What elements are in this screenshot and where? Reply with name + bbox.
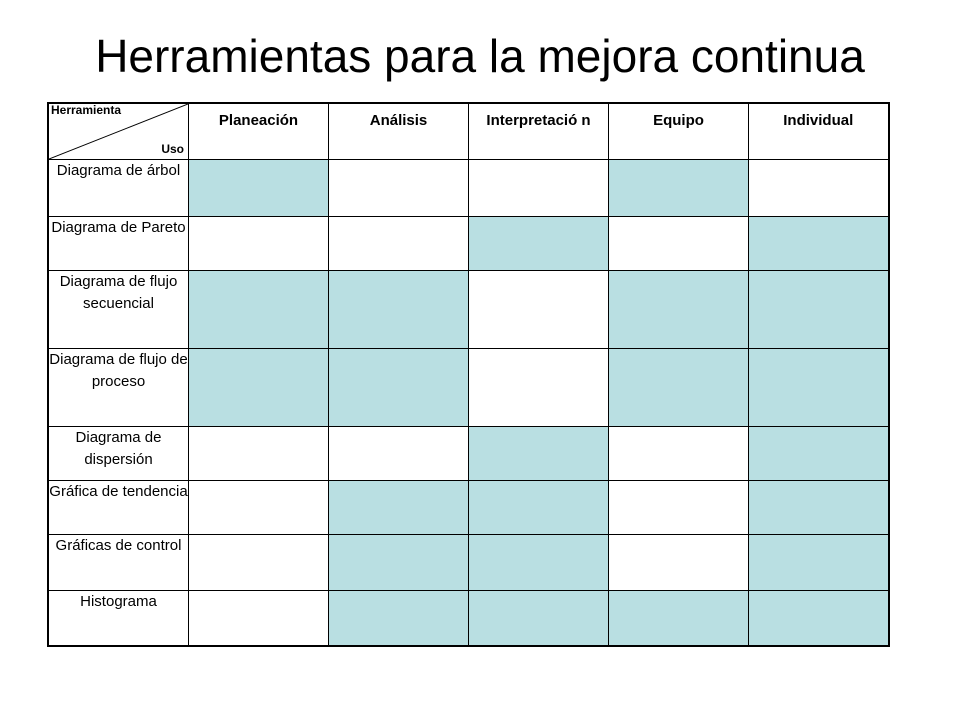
corner-label-use: Uso — [161, 142, 184, 156]
row-label: Diagrama de dispersión — [48, 427, 189, 481]
empty-cell — [469, 160, 609, 217]
marked-cell — [749, 349, 889, 427]
table-row — [48, 591, 889, 646]
row-label: Diagrama de flujo de proceso — [48, 349, 189, 427]
column-header-equipo: Equipo — [609, 103, 749, 160]
empty-cell — [609, 217, 749, 271]
empty-cell — [749, 160, 889, 217]
marked-cell — [749, 591, 889, 646]
empty-cell — [609, 427, 749, 481]
row-label: Histograma — [48, 591, 189, 646]
marked-cell — [749, 217, 889, 271]
empty-cell — [609, 481, 749, 535]
marked-cell — [609, 160, 749, 217]
marked-cell — [189, 160, 329, 217]
column-header-analisis: Análisis — [329, 103, 469, 160]
row-label: Gráficas de control — [48, 535, 189, 591]
marked-cell — [329, 535, 469, 591]
column-header-individual: Individual — [749, 103, 889, 160]
marked-cell — [749, 535, 889, 591]
table-row — [48, 349, 889, 427]
table-body — [48, 160, 889, 646]
table-row — [48, 217, 889, 271]
table-row — [48, 271, 889, 349]
marked-cell — [469, 481, 609, 535]
slide-title: Herramientas para la mejora continua — [95, 30, 865, 82]
marked-cell — [329, 271, 469, 349]
empty-cell — [329, 160, 469, 217]
marked-cell — [749, 427, 889, 481]
table-row — [48, 481, 889, 535]
marked-cell — [609, 591, 749, 646]
tools-usage-table — [47, 102, 890, 647]
empty-cell — [189, 427, 329, 481]
table-row — [48, 160, 889, 217]
marked-cell — [609, 349, 749, 427]
empty-cell — [609, 535, 749, 591]
marked-cell — [189, 349, 329, 427]
marked-cell — [749, 481, 889, 535]
column-header-interpretacion: Interpretació n — [469, 103, 609, 160]
empty-cell — [189, 535, 329, 591]
marked-cell — [609, 271, 749, 349]
marked-cell — [329, 481, 469, 535]
marked-cell — [329, 591, 469, 646]
empty-cell — [329, 427, 469, 481]
row-label: Gráfica de tendencia — [48, 481, 189, 535]
marked-cell — [469, 591, 609, 646]
empty-cell — [189, 591, 329, 646]
marked-cell — [189, 271, 329, 349]
marked-cell — [469, 427, 609, 481]
marked-cell — [749, 271, 889, 349]
marked-cell — [469, 535, 609, 591]
empty-cell — [469, 271, 609, 349]
marked-cell — [329, 349, 469, 427]
empty-cell — [189, 217, 329, 271]
table-corner-cell — [48, 103, 189, 160]
corner-label-tool: Herramienta — [51, 103, 122, 117]
table-row — [48, 427, 889, 481]
table-row — [48, 535, 889, 591]
row-label: Diagrama de flujo secuencial — [48, 271, 189, 349]
marked-cell — [469, 217, 609, 271]
row-label: Diagrama de árbol — [48, 160, 189, 217]
empty-cell — [189, 481, 329, 535]
empty-cell — [329, 217, 469, 271]
table-header-row — [48, 103, 889, 160]
row-label: Diagrama de Pareto — [48, 217, 189, 271]
column-header-planeacion: Planeación — [189, 103, 329, 160]
empty-cell — [469, 349, 609, 427]
